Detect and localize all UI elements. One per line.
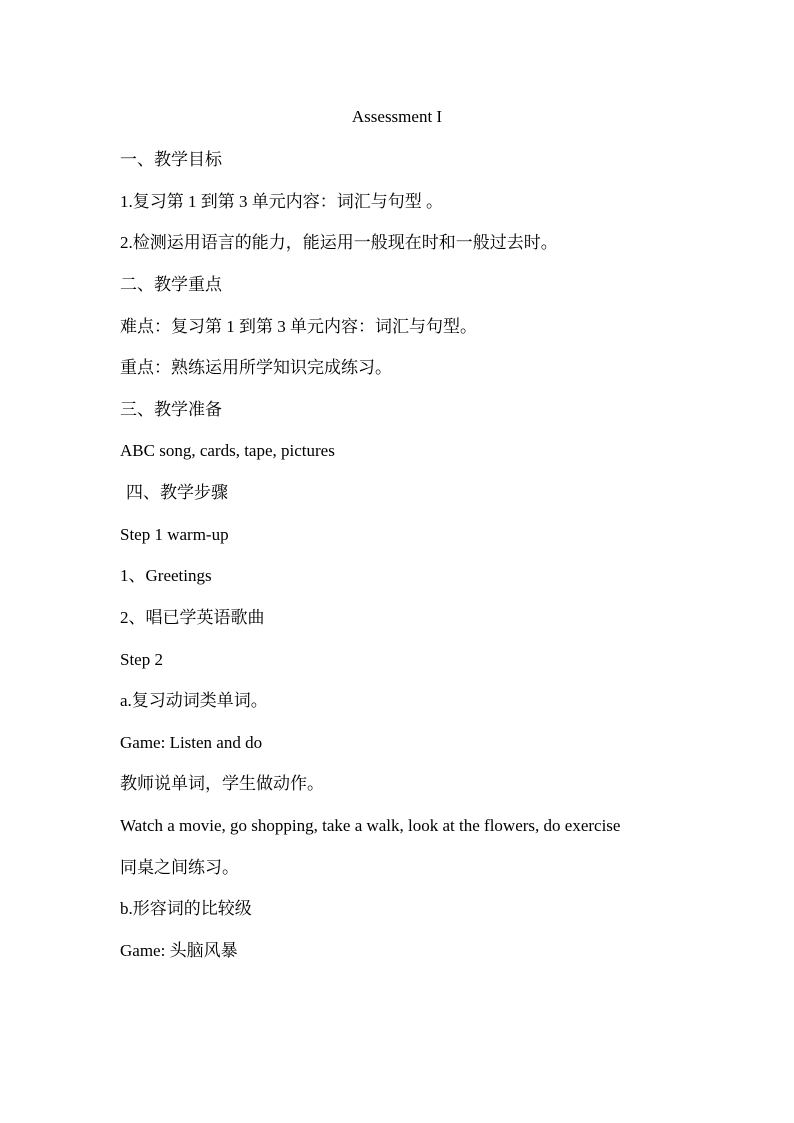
step-1-heading: Step 1 warm-up [120, 525, 229, 544]
game-instructions: 教师说单词，学生做动作。 [120, 774, 324, 793]
game-listen-and-do: Game: Listen and do [120, 733, 263, 752]
step-2-part-b: b.形容词的比较级 [120, 899, 252, 918]
step-2-heading: Step 2 [120, 650, 163, 669]
section-heading-steps: 四、教学步骤 [126, 483, 228, 502]
difficult-point: 难点：复习第 1 到第 3 单元内容：词汇与句型。 [120, 317, 477, 336]
objective-item-2: 2.检测运用语言的能力，能运用一般现在时和一般过去时。 [120, 233, 558, 252]
pair-practice: 同桌之间练习。 [120, 858, 239, 877]
section-heading-preparation: 三、教学准备 [120, 400, 222, 419]
preparation-materials: ABC song, cards, tape, pictures [120, 441, 335, 460]
verb-phrase-list: Watch a movie, go shopping, take a walk, look at the flowers, do exercise [120, 816, 621, 835]
document-title: Assessment I [351, 107, 443, 126]
section-heading-objectives: 一、教学目标 [120, 150, 222, 169]
step-1-item-1: 1、Greetings [120, 566, 212, 585]
section-heading-key-points: 二、教学重点 [120, 275, 222, 294]
key-point: 重点：熟练运用所学知识完成练习。 [120, 358, 392, 377]
objective-item-1: 1.复习第 1 到第 3 单元内容：词汇与句型 。 [120, 192, 443, 211]
game-brainstorm: Game: 头脑风暴 [120, 941, 238, 960]
step-2-part-a: a.复习动词类单词。 [120, 691, 268, 710]
step-1-item-2: 2、唱已学英语歌曲 [120, 608, 265, 627]
